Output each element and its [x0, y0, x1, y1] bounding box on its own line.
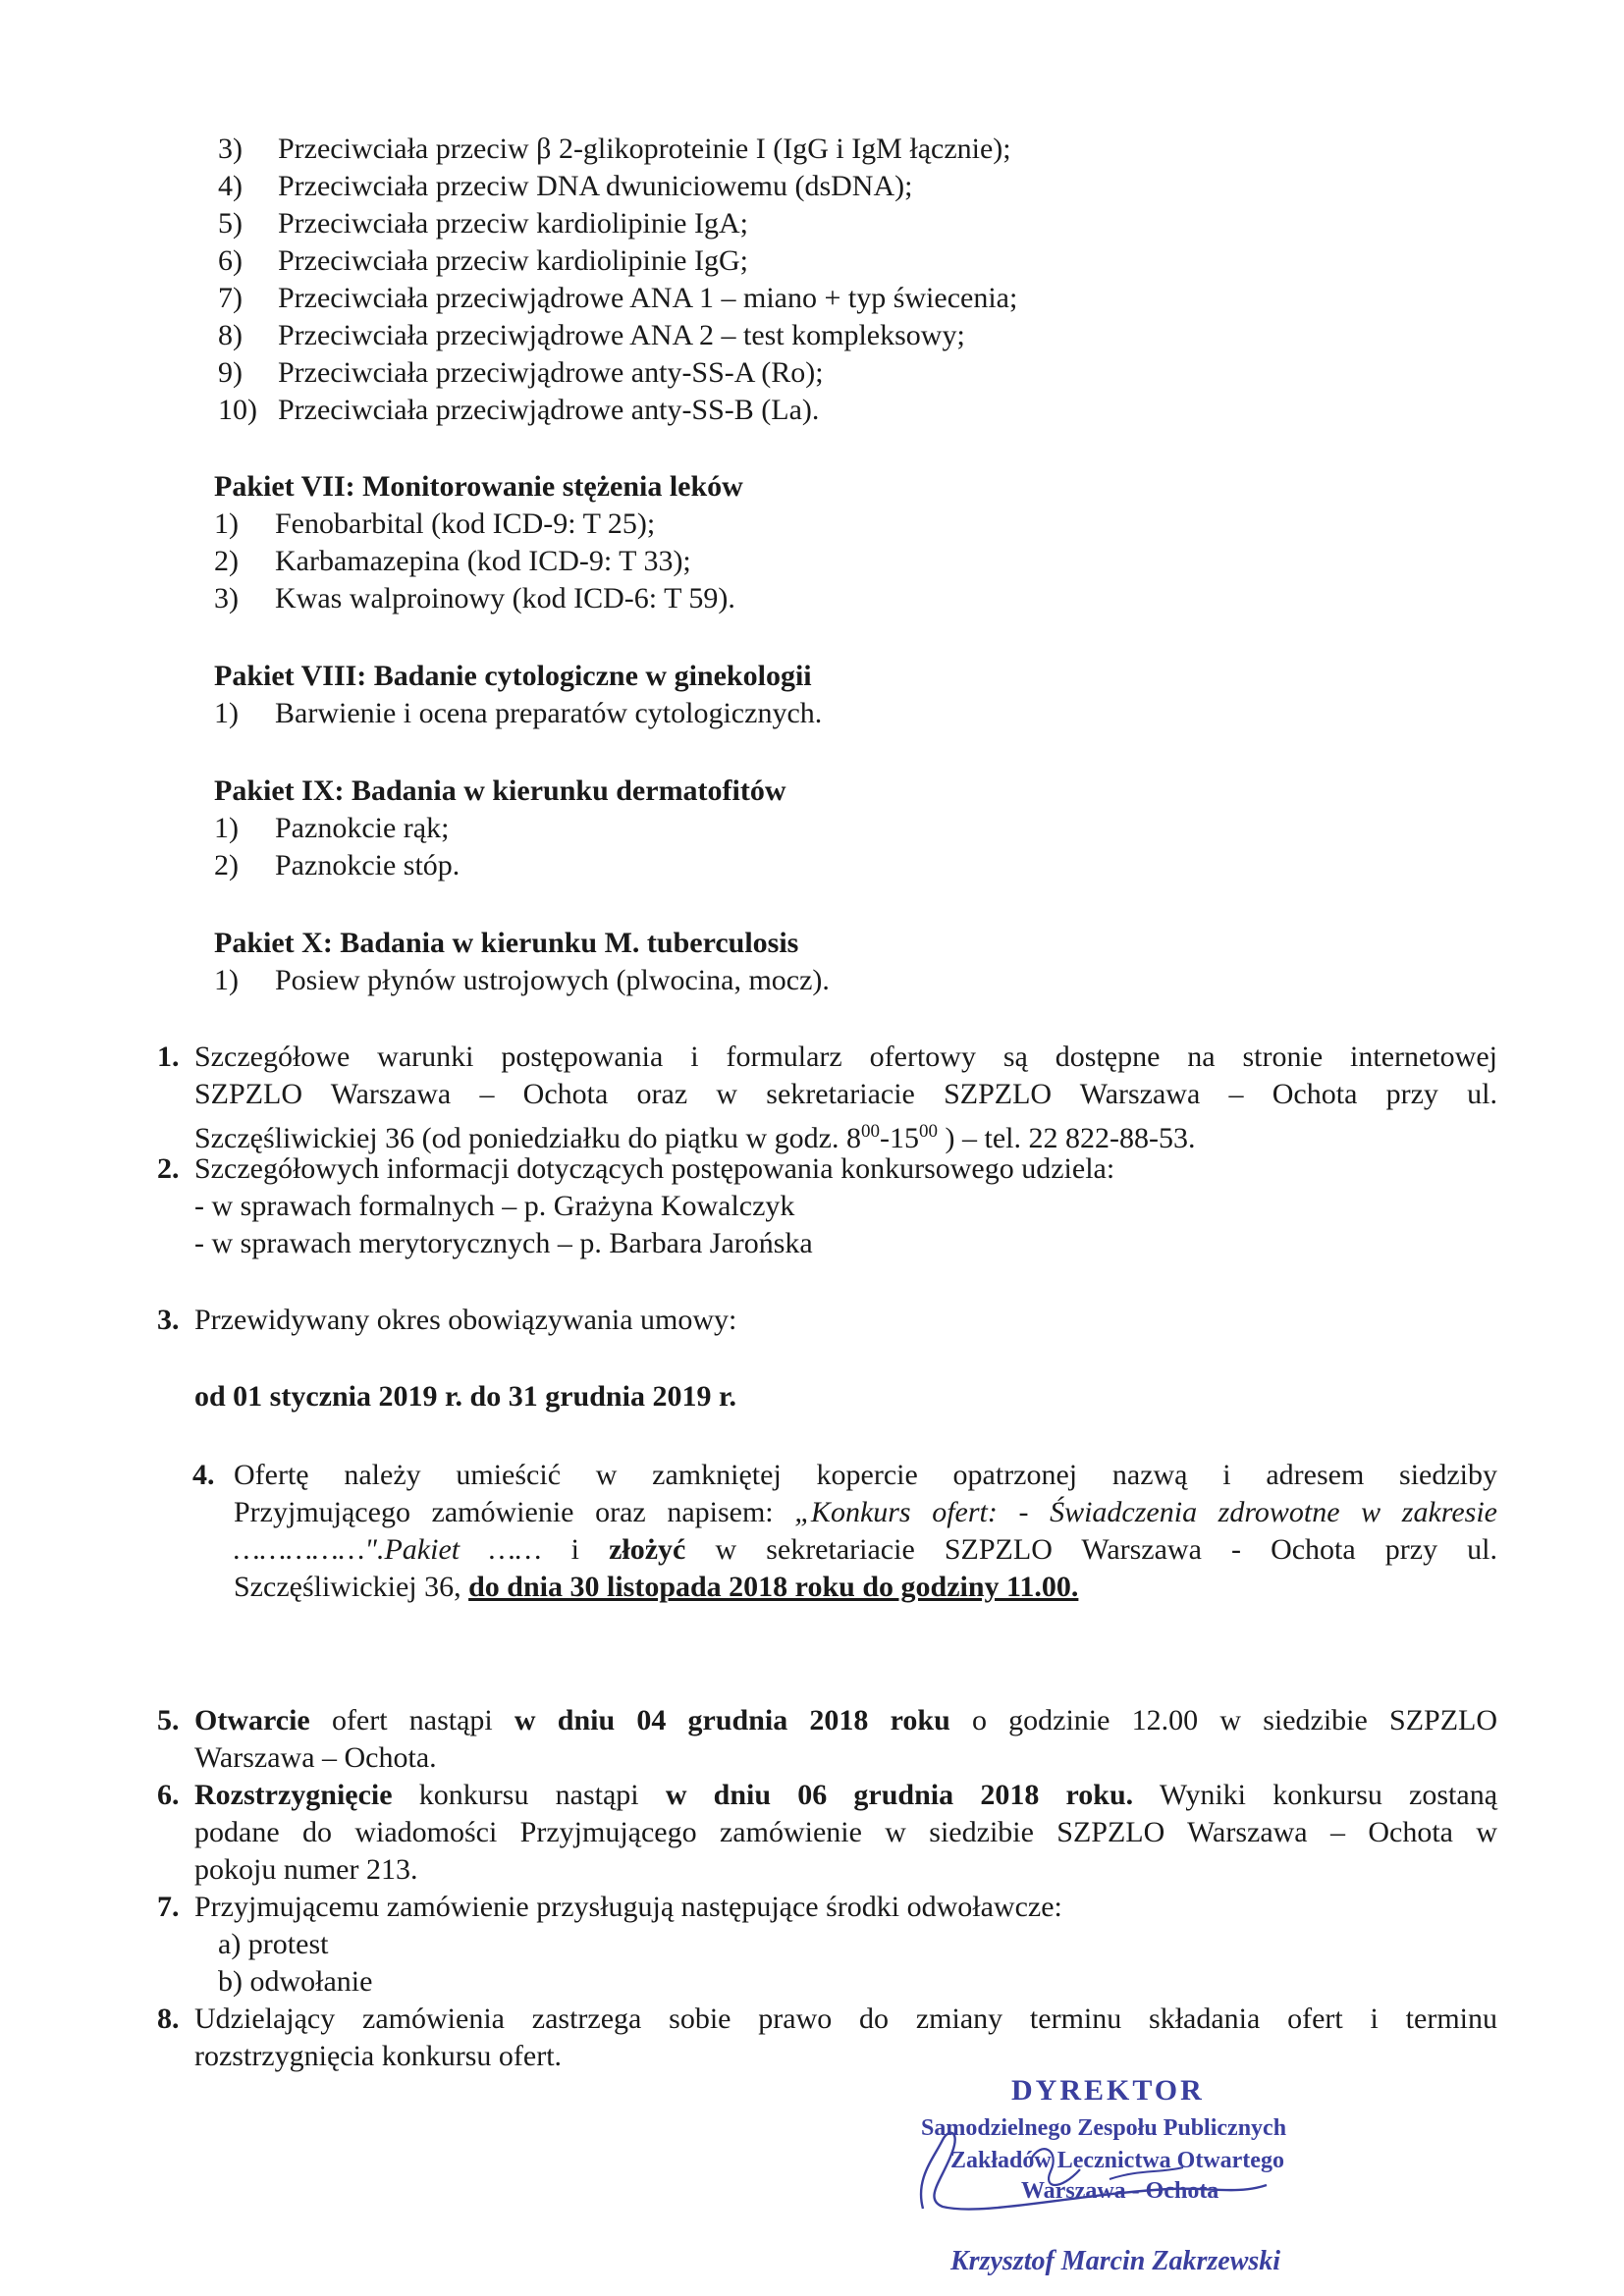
section-heading: Pakiet X: Badania w kierunku M. tuberculosis — [214, 927, 799, 959]
list-number: 1) — [214, 812, 239, 844]
hours-sup: 00 — [861, 1121, 880, 1142]
remedy-item: b) odwołanie — [218, 1965, 373, 1998]
decision-date: w dniu 06 grudnia 2018 roku. — [665, 1779, 1134, 1811]
hours-sup: 00 — [919, 1121, 938, 1142]
list-item: Przeciwciała przeciw DNA dwuniciowemu (dsDNA); — [278, 170, 913, 202]
text-span: Szczęśliwickiej 36, — [234, 1571, 469, 1603]
list-item: Przeciwciała przeciw kardiolipinie IgG; — [278, 244, 748, 277]
text-span: Rozstrzygnięcie — [194, 1779, 393, 1811]
stamp-line: Zakładów Lecznictwa Otwartego — [950, 2148, 1284, 2173]
envelope-label: ……………".Pakiet …… — [234, 1533, 542, 1566]
list-number: 9) — [218, 356, 243, 389]
text-span: Przyjmującego zamówienie oraz napisem: — [234, 1496, 795, 1528]
section-heading: Pakiet VIII: Badanie cytologiczne w ginekologii — [214, 660, 812, 692]
list-item: Przeciwciała przeciw kardiolipinie IgA; — [278, 207, 748, 240]
text-span: ofert nastąpi — [331, 1704, 514, 1736]
point-text-line: SZPZLO Warszawa – Ochota oraz w sekretariacie SZPZLO Warszawa – Ochota przy ul. — [194, 1078, 1497, 1110]
list-number: 7) — [218, 282, 243, 314]
stamp-line: Warszawa - Ochota — [1021, 2178, 1219, 2204]
point-text-line — [234, 1569, 1078, 1606]
text-span: o godzinie 12.00 w siedzibie SZPZLO — [971, 1704, 1498, 1736]
point-text-line: Szczegółowych informacji dotyczących postępowania konkursowego udziela: — [194, 1152, 1115, 1185]
list-number: 2) — [214, 849, 239, 881]
point-text-line: Warszawa – Ochota. — [194, 1741, 437, 1774]
phone-text: ) – tel. 22 822-88-53. — [938, 1122, 1196, 1154]
list-item: Przeciwciała przeciwjądrowe anty-SS-A (Ro); — [278, 356, 824, 389]
list-item: Kwas walproinowy (kod ICD-6: T 59). — [275, 582, 735, 614]
list-item: Karbamazepina (kod ICD-9: T 33); — [275, 545, 691, 577]
point-number: 2. — [157, 1152, 180, 1185]
text-span: złożyć — [609, 1533, 686, 1566]
list-item: Przeciwciała przeciwjądrowe ANA 1 – miano + typ świecenia; — [278, 282, 1018, 314]
point-number: 8. — [157, 2002, 180, 2035]
list-number: 2) — [214, 545, 239, 577]
list-number: 6) — [218, 244, 243, 277]
list-number: 8) — [218, 319, 243, 351]
list-number: 3) — [218, 133, 243, 165]
point-number: 4. — [192, 1459, 215, 1491]
point-number: 3. — [157, 1304, 180, 1336]
point-text-line — [194, 1777, 1497, 1814]
list-item: Barwienie i ocena preparatów cytologicznych. — [275, 697, 823, 729]
section-heading: Pakiet VII: Monitorowanie stężenia leków — [214, 470, 743, 503]
point-text-line — [194, 1702, 1497, 1739]
stamp-line: Samodzielnego Zespołu Publicznych — [921, 2115, 1287, 2141]
contact-formal: - w sprawach formalnych – p. Grażyna Kowalczyk — [194, 1190, 795, 1222]
envelope-label: „Konkurs ofert: - Świadczenia zdrowotne w zakresie — [794, 1496, 1497, 1528]
opening-date: w dniu 04 grudnia 2018 roku — [514, 1704, 950, 1736]
point-text-line: Ofertę należy umieścić w zamkniętej kopercie opatrzonej nazwą i adresem siedziby — [234, 1459, 1497, 1491]
contract-period: od 01 stycznia 2019 r. do 31 grudnia 2019 r. — [194, 1380, 737, 1413]
hours-text: -15 — [880, 1122, 919, 1154]
point-number: 1. — [157, 1041, 180, 1073]
stamp-title: DYREKTOR — [1011, 2074, 1205, 2107]
point-text-line — [234, 1494, 1497, 1531]
point-text-line: Przewidywany okres obowiązywania umowy: — [194, 1304, 737, 1336]
section-heading: Pakiet IX: Badania w kierunku dermatofitów — [214, 774, 786, 807]
director-name: Krzysztof Marcin Zakrzewski — [950, 2246, 1281, 2276]
point-text-line: Szczegółowe warunki postępowania i formularz ofertowy są dostępne na stronie internetowej — [194, 1041, 1497, 1073]
remedy-item: a) protest — [218, 1928, 329, 1960]
point-text-line: pokoju numer 213. — [194, 1853, 418, 1886]
list-number: 1) — [214, 507, 239, 540]
list-item: Przeciwciała przeciw β 2-glikoproteinie I (IgG i IgM łącznie); — [278, 133, 1011, 165]
point-text-line: Przyjmującemu zamówienie przysługują następujące środki odwoławcze: — [194, 1891, 1062, 1923]
signature-scribble-icon — [913, 2101, 1286, 2218]
list-item: Fenobarbital (kod ICD-9: T 25); — [275, 507, 656, 540]
point-number: 7. — [157, 1891, 180, 1923]
list-item: Przeciwciała przeciwjądrowe anty-SS-B (La). — [278, 394, 820, 426]
text-span: w sekretariacie SZPZLO Warszawa - Ochota przy ul. — [715, 1533, 1498, 1566]
text-span: konkursu nastąpi — [418, 1779, 666, 1811]
list-number: 4) — [218, 170, 243, 202]
point-text-line: rozstrzygnięcia konkursu ofert. — [194, 2040, 563, 2072]
point-number: 5. — [157, 1704, 180, 1736]
deadline-text: do dnia 30 listopada 2018 roku do godziny 11.00. — [468, 1571, 1079, 1603]
list-number: 1) — [214, 697, 239, 729]
list-number: 5) — [218, 207, 243, 240]
contact-substantive: - w sprawach merytorycznych – p. Barbara Jarońska — [194, 1227, 813, 1259]
list-item: Paznokcie rąk; — [275, 812, 450, 844]
list-number: 3) — [214, 582, 239, 614]
list-item: Przeciwciała przeciwjądrowe ANA 2 – test kompleksowy; — [278, 319, 965, 351]
list-item: Posiew płynów ustrojowych (plwocina, mocz). — [275, 964, 830, 996]
hours-text: Szczęśliwickiej 36 (od poniedziałku do piątku w godz. 8 — [194, 1122, 861, 1154]
point-text-line — [234, 1531, 1497, 1569]
point-text-line: podane do wiadomości Przyjmującego zamówienie w siedzibie SZPZLO Warszawa – Ochota w — [194, 1816, 1497, 1848]
list-item: Paznokcie stóp. — [275, 849, 460, 881]
list-number: 1) — [214, 964, 239, 996]
text-span: Otwarcie — [194, 1704, 310, 1736]
text-span: i — [570, 1533, 610, 1566]
list-number: 10) — [218, 394, 257, 426]
text-span: Wyniki konkursu zostaną — [1159, 1779, 1498, 1811]
point-text-line: Udzielający zamówienia zastrzega sobie prawo do zmiany terminu składania ofert i terminu — [194, 2002, 1497, 2035]
point-number: 6. — [157, 1779, 180, 1811]
